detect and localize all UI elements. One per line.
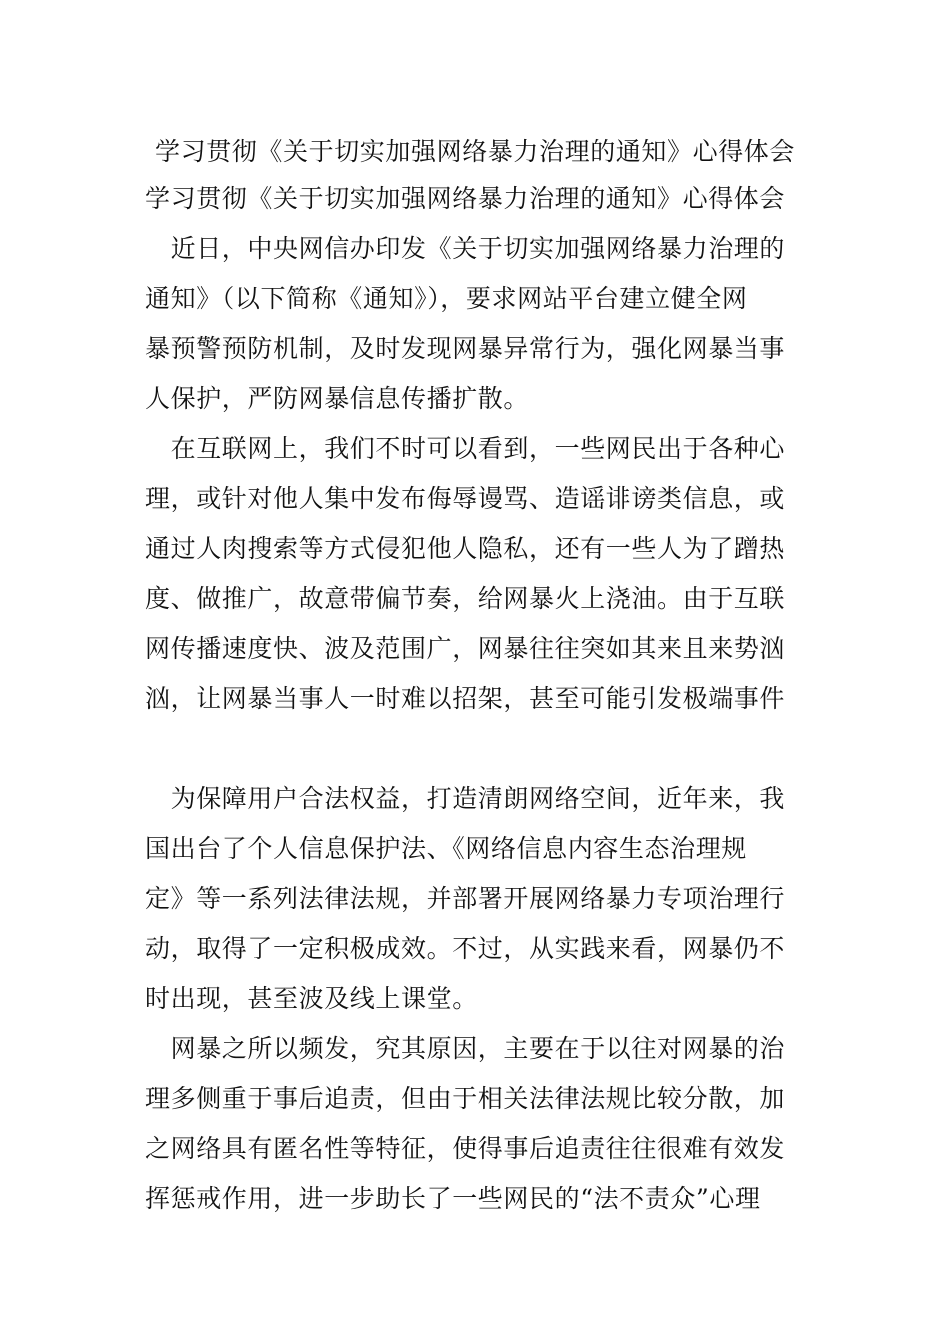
paragraph-line: 近日，中央网信办印发《关于切实加强网络暴力治理的 (145, 234, 786, 263)
paragraph-line: 之网络具有匿名性等特征，使得事后追责往往很难有效发 (145, 1134, 786, 1163)
paragraph-line: 国出台了个人信息保护法、《网络信息内容生态治理规 (145, 834, 747, 863)
paragraph-line: 理，或针对他人集中发布侮辱谩骂、造谣诽谤类信息，或 (145, 484, 786, 513)
paragraph-line: 网暴之所以频发，究其原因，主要在于以往对网暴的治 (145, 1034, 786, 1063)
paragraph-line: 在互联网上，我们不时可以看到，一些网民出于各种心 (145, 434, 786, 463)
paragraph-line: 时出现，甚至波及线上课堂。 (145, 984, 478, 1013)
paragraph-line: 理多侧重于事后追责，但由于相关法律法规比较分散，加 (145, 1084, 786, 1113)
paragraph-line: 度、做推广，故意带偏节奏，给网暴火上浇油。由于互联 (145, 584, 786, 613)
paragraph-line: 定》等一系列法律法规，并部署开展网络暴力专项治理行 (145, 884, 786, 913)
paragraph-line: 暴预警预防机制，及时发现网暴异常行为，强化网暴当事 (145, 334, 786, 363)
document-title: 学习贯彻《关于切实加强网络暴力治理的通知》心得体会 (155, 137, 796, 166)
paragraph-line: 人保护，严防网暴信息传播扩散。 (145, 384, 530, 413)
paragraph-line: 网传播速度快、波及范围广，网暴往往突如其来且来势汹 (145, 634, 786, 663)
paragraph-line: 汹，让网暴当事人一时难以招架，甚至可能引发极端事件 (145, 684, 786, 713)
paragraph-line: 通过人肉搜索等方式侵犯他人隐私，还有一些人为了蹭热 (145, 534, 786, 563)
paragraph-line: 挥惩戒作用，进一步助长了一些网民的“法不责众”心理 (145, 1184, 761, 1213)
paragraph-line: 为保障用户合法权益，打造清朗网络空间，近年来，我 (145, 784, 786, 813)
paragraph-line: 动，取得了一定积极成效。不过，从实践来看，网暴仍不 (145, 934, 786, 963)
document-title-repeat: 学习贯彻《关于切实加强网络暴力治理的通知》心得体会 (145, 184, 786, 213)
paragraph-line: 通知》（以下简称《通知》），要求网站平台建立健全网 (145, 284, 748, 313)
